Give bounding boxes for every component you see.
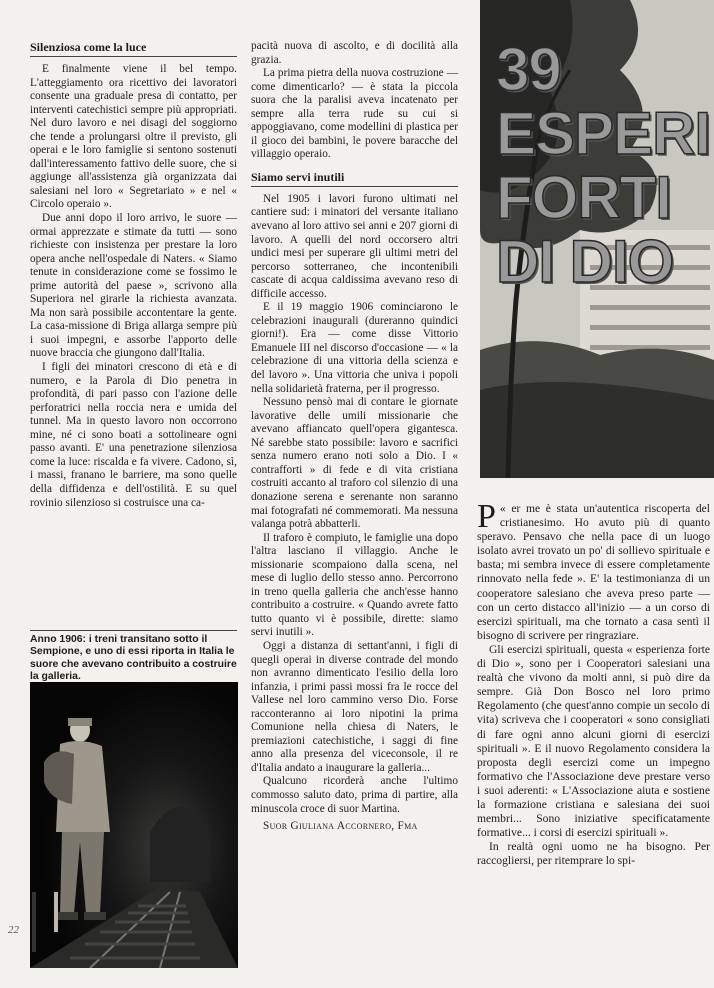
body-paragraph: Gli esercizi spirituali, questa « esperienza forte di Dio », sono per i Cooperatori salesiani una realtà che vivono da molti anni, si può dire da sempre. Già Don Bosco nel loro primo Regolamento (che quest'anno compie un secolo di vita) scriveva che i cooperatori « sono consigliati di fare ogni anno alcuni giorni di esercizi spirituali ». E il nuovo Regolamento considera la proposta degli esercizi come un impegno formativo che l'Associazione deve prestare verso i suoi aderenti: « L'Associazione aiuta e sostiene la formazione cristiana e salesiana dei suoi membri... Sono iniziative specificatamente formative... i corsi di esercizi spirituali ». (477, 642, 710, 840)
tunnel-photo (30, 682, 238, 968)
body-paragraph: Nel 1905 i lavori furono ultimati nel cantiere sud: i minatori del versante italiano avevano al loro attivo sei anni e 207 giorni di lavoro. A quelli del nord occorsero altri undici mesi per superare gli ultimi metri del percorso sotterraneo, che incontenibili cascate di acqua caldissima avevano reso di difficile accesso. (251, 192, 458, 300)
photo-caption: Anno 1906: i treni transitano sotto il Sempione, e uno di essi riporta in Italia le suore che avevano contribuito a costruire la galleria. (30, 630, 237, 684)
author-signature: Suor Giuliana Accornero, Fma (263, 820, 418, 833)
page-number: 22 (8, 924, 19, 936)
body-paragraph: E il 19 maggio 1906 cominciarono le celebrazioni inaugurali (dureranno quindici giorni!). Era — come disse Vittorio Emanuele III nel discorso d'occasione — « la celebrazione di una vittoria della scienza e del lavoro ». Una vittoria che univa i popoli nella solidarietà fraterna, per il progresso. (251, 301, 458, 395)
body-paragraph: I figli dei minatori crescono di età e di numero, e la Parola di Dio penetra in profondità, di pari passo con l'azione delle perforatrici nella roccia nera e umida del tunnel. Ma in questo lavoro non occorrono mine, né ci sono boati a sottolineare ogni passo avanti. E' una penetrazione silenziosa come la luce: riscalda e fa vivere. Cadono, sì, i massi, franano le barriere, ma sono quelle della diffidenza e dell'ostilità. E su quel rovinio silenzioso si costruisce una ca- (30, 361, 237, 509)
section-heading-servi-inutili: Siamo servi inutili (251, 170, 458, 187)
right-column (477, 498, 710, 868)
body-paragraph: E finalmente viene il bel tempo. L'atteggiamento ora ricettivo dei lavoratori consente una graduale presa di contatto, per interventi catechistici sempre più appropriati. Nel duro lavoro e nei disagi del soggiorno che tende a prolungarsi oltre il previsto, gli operai e le loro famiglie si sentono sostenuti dall'interessamento fattivo delle suore, che si aggiunge all'assistenza già organizzata dai salesiani nel loro « Segretariato » e nel « Circolo operaio ». (30, 63, 237, 211)
tunnel-photo-image (30, 682, 238, 968)
section-heading-silenziosa: Silenziosa come la luce (30, 40, 237, 57)
drop-cap: P (477, 498, 496, 535)
article-title (496, 38, 711, 294)
left-column (30, 40, 237, 510)
body-paragraph: Oggi a distanza di settant'anni, i figli di quegli operai in diverse contrade del mondo non avranno dimenticato l'esilio della loro infanzia, i primi passi mossi fra le rocce del Vallese nel loro cammino verso Dio. Forse racconteranno ai loro nipotini la prima Comunione nella chiesa di Naters, le premiazioni catechistiche, i saggi di fine anno alla presenza del viceconsole, il re d'Italia andato a inaugurare la galleria... (251, 639, 458, 774)
title-line: ESPERI (496, 100, 711, 167)
middle-column (251, 40, 458, 834)
body-paragraph: pacità nuova di ascolto, e di docilità alla grazia. (251, 40, 458, 66)
body-paragraph: « P er me è stata un'autentica riscoperta del cristianesimo. Ho avuto più di quanto speravo. Pensavo che nella pace di un luogo isolato avrei trovato un po' di sollievo spirituale e basta; mi sembra invece di essere completamente rinnovato nella fede ». E' la testimonianza di un cooperatore salesiano che aveva preso parte — con un certo distacco all'inizio — a un corso di esercizi spirituali, ma che tornato a casa sentì il bisogno di scrivere per ringraziare. (477, 498, 710, 642)
body-paragraph: Il traforo è compiuto, le famiglie una dopo l'altra lasciano il villaggio. Anche le missionarie scompaiono dalla scena, nel mese di luglio dello stesso anno. Percorrono in treno quella galleria che anch'esse hanno contribuito a costruire. « Quando avrete fatto tutto quanto vi è possibile, dirette: siamo servi inutili ». (251, 531, 458, 639)
body-paragraph: In realtà ogni uomo ne ha bisogno. Per raccogliersi, per ritemprare lo spi- (477, 840, 710, 868)
body-paragraph: Due anni dopo il loro arrivo, le suore — ormai apprezzate e stimate da tutti — sono richieste con insistenza per prestare la loro opera anche nell'ospedale di Naters. « Siamo tenute in considerazione come se fossimo le prime autorità del paese », scrivono alla Superiora nel girarle la richiesta avanzata. Ma non sarà possibile accontentare la gente. La casa-missione di Briga allarga sempre più i suoi impegni, e assorbe l'apporto delle nuove braccia che giungono dall'Italia. (30, 212, 237, 360)
body-paragraph: La prima pietra della nuova costruzione — come dimenticarlo? — è stata la piccola suora che la paralisi aveva incatenato per sempre alla terra rude su cui si appoggiavano, come modellini di plastica per il gioco dei bambini, le povere baracche del villaggio operaio. (251, 67, 458, 161)
title-line: FORTI (496, 164, 671, 231)
body-paragraph-text: er me è stata un'autentica riscoperta del cristianesimo. Ho avuto più di quanto speravo. Pensavo che nella pace di un luogo isolato avrei trovato un po' di sollievo spirituale e basta; mi sembra invece di essere completamente rinnovato nella fede ». E' la testimonianza di un cooperatore salesiano che aveva preso parte — con un certo distacco all'inizio — a un corso di esercizi spirituali, ma che tornato a casa sentì il bisogno di scrivere per ringraziare. (477, 502, 710, 642)
body-paragraph: Qualcuno ricorderà anche l'ultimo commosso saluto dato, prima di partire, alla minuscola croce di suor Martina. (251, 775, 458, 815)
title-line: DI DIO (496, 228, 674, 294)
title-line: 39 (496, 38, 561, 103)
body-paragraph: Nessuno pensò mai di contare le giornate lavorative delle umili missionarie che avevano affiancato quell'opera gigantesca. Né sarebbe stato possibile: lavoro e sacrifici senza numero erano noti solo a Dio. I « contrafforti » di fede e di vita cristiana costruiti accanto al traforo col silenzio di una donazione serena e serenante non saranno mai fotografati né commemorati. Ma nessuna valanga potrà abbatterli. (251, 396, 458, 531)
